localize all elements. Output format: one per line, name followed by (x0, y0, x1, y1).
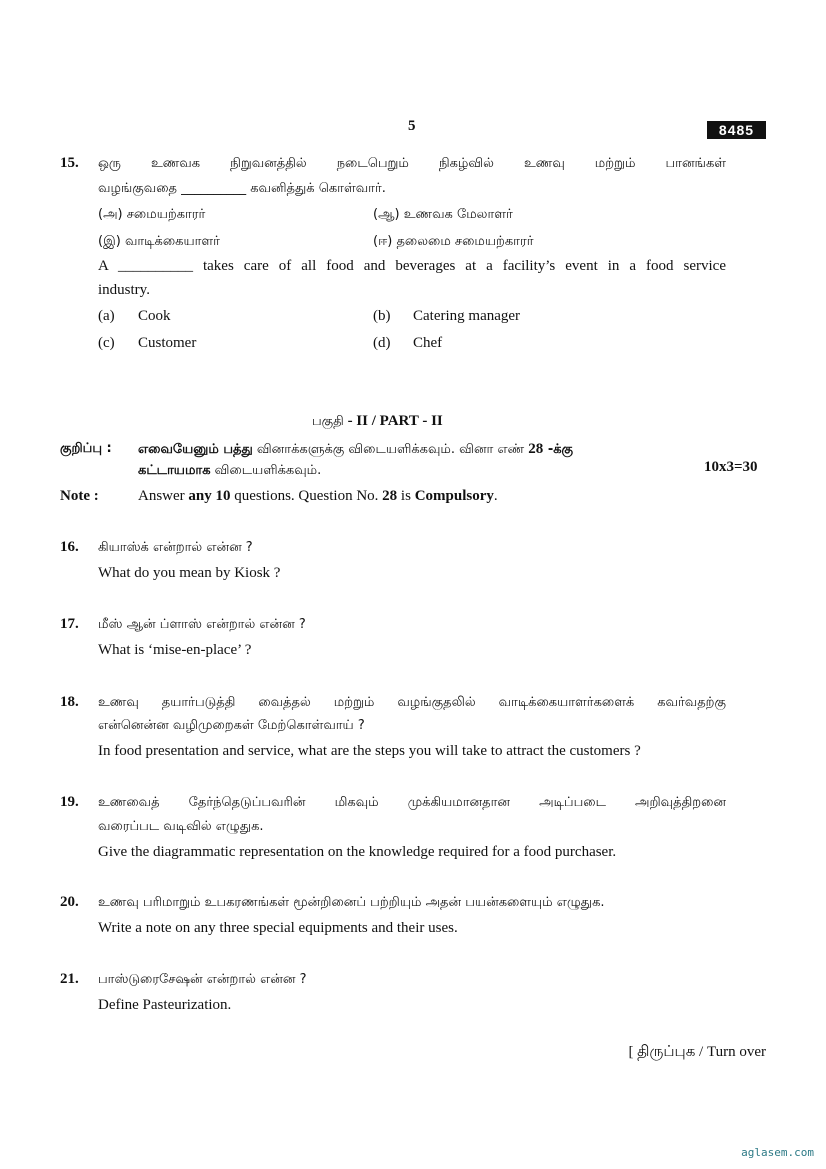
note-label-ta: குறிப்பு : (60, 441, 112, 456)
question-number: 17. (60, 616, 79, 632)
section-heading: பகுதி - II / PART - II (312, 413, 443, 429)
question-number: 21. (60, 971, 79, 987)
question-number: 16. (60, 539, 79, 555)
option-en-b: (b) (373, 308, 391, 324)
question-text-en: Give the diagrammatic representation on the knowledge required for a food purchaser. (98, 844, 617, 860)
question-text-en: industry. (98, 282, 150, 298)
option-ta-d: (ஈ) தலைமை சமையற்காரர் (373, 234, 534, 249)
option-ta-b: (ஆ) உணவக மேலாளர் (373, 207, 513, 222)
question-number: 19. (60, 794, 79, 810)
option-en-d: (d) (373, 335, 391, 351)
note-label-en: Note : (60, 488, 99, 504)
question-text-en: What do you mean by Kiosk ? (98, 565, 281, 581)
marks-label: 10x3=30 (704, 459, 758, 475)
question-text-ta: பாஸ்டுரைசேஷன் என்றால் என்ன ? (98, 972, 307, 987)
question-text-en: In food presentation and service, what are the steps you will take to attract the customers ? (98, 743, 641, 759)
option-en-c-text: Customer (138, 335, 197, 351)
option-ta-a: (அ) சமையற்காரர் (98, 207, 206, 222)
note-text-ta: எவையேனும் பத்து வினாக்களுக்கு விடையளிக்கவும். வினா எண் 28 -க்கு (138, 441, 574, 457)
option-en-b-text: Catering manager (413, 308, 521, 324)
question-text-en: A __________ takes care of all food and beverages at a facility’s event in a food service (98, 258, 726, 274)
option-en-a-text: Cook (138, 308, 171, 324)
question-text-ta: என்னென்ன வழிமுறைகள் மேற்கொள்வாய் ? (98, 718, 365, 733)
question-text-ta: கியாஸ்க் என்றால் என்ன ? (98, 540, 253, 555)
paper-code-badge: 8485 (707, 121, 766, 139)
question-text-ta: உணவு பரிமாறும் உபகரணங்கள் மூன்றினைப் பற்றியும் அதன் பயன்களையும் எழுதுக. (98, 895, 605, 910)
question-text-en: Define Pasteurization. (98, 997, 232, 1013)
question-text-en: Write a note on any three special equipments and their uses. (98, 920, 458, 936)
question-text-ta: வழங்குவதை __________ கவனித்துக் கொள்வார். (98, 181, 386, 196)
turn-over-label: [ திருப்புக / Turn over (628, 1044, 766, 1060)
question-text-ta: ஒரு உணவக நிறுவனத்தில் நடைபெறும் நிகழ்வில் உணவு மற்றும் பானங்கள் (98, 156, 726, 171)
question-text-en: What is ‘mise-en-place’ ? (98, 642, 252, 658)
question-text-ta: மீஸ் ஆன் ப்ளாஸ் என்றால் என்ன ? (98, 617, 306, 632)
note-text-en: Answer any 10 questions. Question No. 28 is Compulsory. (138, 488, 498, 504)
question-text-ta: உணவு தயார்படுத்தி வைத்தல் மற்றும் வழங்குதலில் வாடிக்கையாளர்களைக் கவர்வதற்கு (98, 695, 726, 710)
question-text-ta: வரைப்பட வடிவில் எழுதுக. (98, 819, 264, 834)
question-number: 18. (60, 694, 79, 710)
question-number: 20. (60, 894, 79, 910)
option-en-a: (a) (98, 308, 115, 324)
option-en-d-text: Chef (413, 335, 443, 351)
page-number: 5 (408, 118, 416, 134)
option-ta-c: (இ) வாடிக்கையாளர் (98, 234, 220, 249)
watermark: aglasem.com (741, 1146, 814, 1159)
note-text-ta-line2: கட்டாயமாக விடையளிக்கவும். (138, 463, 322, 478)
question-text-ta: உணவைத் தேர்ந்தெடுப்பவரின் மிகவும் முக்கியமானதான அடிப்படை அறிவுத்திறனை (98, 795, 726, 810)
option-en-c: (c) (98, 335, 115, 351)
question-number: 15. (60, 155, 79, 171)
